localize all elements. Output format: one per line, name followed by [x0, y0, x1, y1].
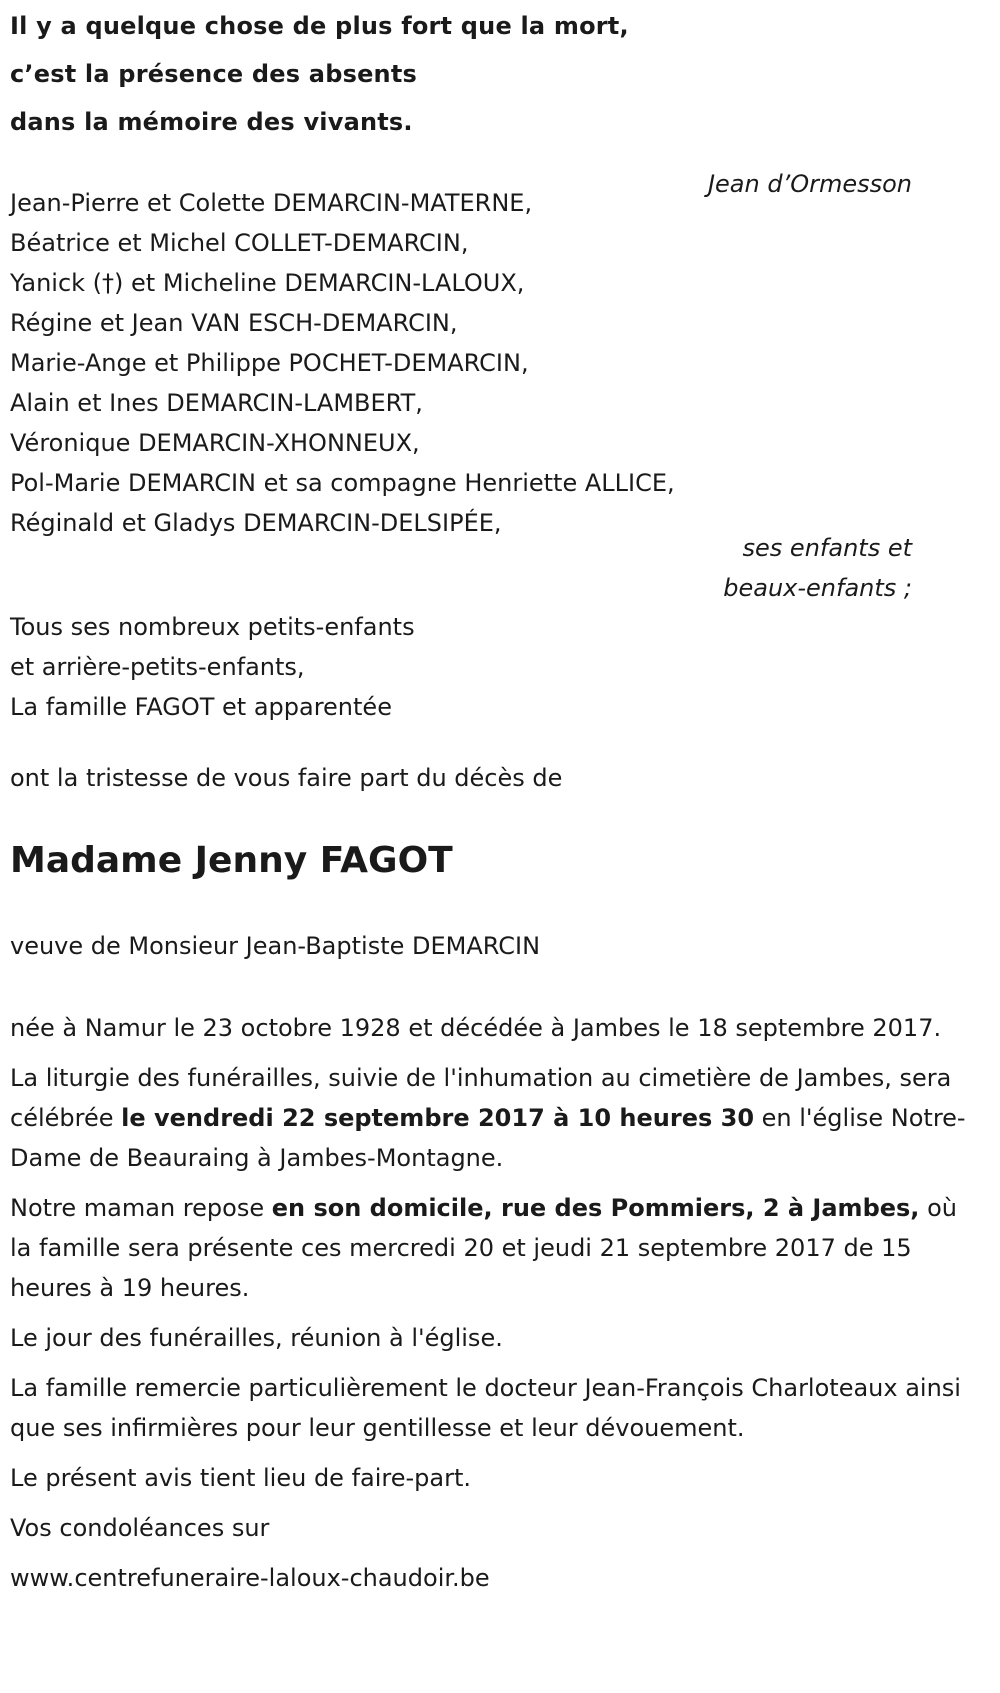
quote-line: dans la mémoire des vivants. — [10, 108, 413, 136]
deceased-name: Madame Jenny FAGOT — [10, 840, 453, 881]
notice-statement: Le présent avis tient lieu de faire-part. — [10, 1464, 472, 1492]
child-entry: Jean-Pierre et Colette DEMARCIN-MATERNE, — [10, 189, 533, 217]
rest-paragraph — [10, 1188, 985, 1308]
child-entry: Véronique DEMARCIN-XHONNEUX, — [10, 429, 420, 457]
child-entry: Alain et Ines DEMARCIN-LAMBERT, — [10, 389, 423, 417]
child-entry: Yanick (†) et Micheline DEMARCIN-LALOUX, — [10, 269, 525, 297]
liturgy-text: La liturgie des funérailles, suivie de l'inhumation au cimetière de Jambes, sera célébrée — [10, 1064, 952, 1132]
quote-line: c’est la présence des absents — [10, 60, 417, 88]
liturgy-paragraph — [10, 1058, 985, 1178]
family-line: La famille FAGOT et apparentée — [10, 693, 392, 721]
rest-hours: où la famille sera présente ces mercredi 20 et jeudi 21 septembre 2017 de 15 heures à 19 heures. — [10, 1194, 957, 1302]
quote-line: Il y a quelque chose de plus fort que la mort, — [10, 12, 629, 40]
rest-address: en son domicile, rue des Pommiers, 2 à Jambes, — [271, 1194, 920, 1222]
quote-author: Jean d’Ormesson — [707, 170, 912, 198]
thanks-paragraph: La famille remercie particulièrement le docteur Jean-François Charloteaux ainsi que ses infirmières pour leur gentillesse et leur dévouement. — [10, 1374, 961, 1442]
children-role — [723, 528, 912, 608]
role-line: ses enfants et — [742, 534, 912, 562]
details-section — [10, 1008, 985, 1608]
condolences-url: www.centrefuneraire-laloux-chaudoir.be — [10, 1564, 490, 1592]
child-entry: Marie-Ange et Philippe POCHET-DEMARCIN, — [10, 349, 529, 377]
widow-of: veuve de Monsieur Jean-Baptiste DEMARCIN — [10, 932, 541, 960]
family-line: et arrière-petits-enfants, — [10, 653, 305, 681]
role-line: beaux-enfants ; — [723, 574, 912, 602]
liturgy-date: le vendredi 22 septembre 2017 à 10 heures 30 — [121, 1104, 755, 1132]
funeral-day-note: Le jour des funérailles, réunion à l'église. — [10, 1324, 503, 1352]
condolences-label: Vos condoléances sur — [10, 1514, 270, 1542]
rest-text: Notre maman repose — [10, 1194, 272, 1222]
epigraph-quote — [10, 2, 990, 146]
child-entry: Béatrice et Michel COLLET-DEMARCIN, — [10, 229, 469, 257]
child-entry: Pol-Marie DEMARCIN et sa compagne Henriette ALLICE, — [10, 469, 675, 497]
children-list — [10, 183, 675, 543]
child-entry: Régine et Jean VAN ESCH-DEMARCIN, — [10, 309, 458, 337]
child-entry: Réginald et Gladys DEMARCIN-DELSIPÉE, — [10, 509, 502, 537]
announcement-text: ont la tristesse de vous faire part du décès de — [10, 764, 563, 792]
liturgy-location: en l'église Notre-Dame de Beauraing à Jambes-Montagne. — [10, 1104, 966, 1172]
obituary-notice — [10, 0, 990, 1592]
extended-family — [10, 607, 415, 727]
birth-death-dates: née à Namur le 23 octobre 1928 et décédée à Jambes le 18 septembre 2017. — [10, 1014, 942, 1042]
family-line: Tous ses nombreux petits-enfants — [10, 613, 415, 641]
